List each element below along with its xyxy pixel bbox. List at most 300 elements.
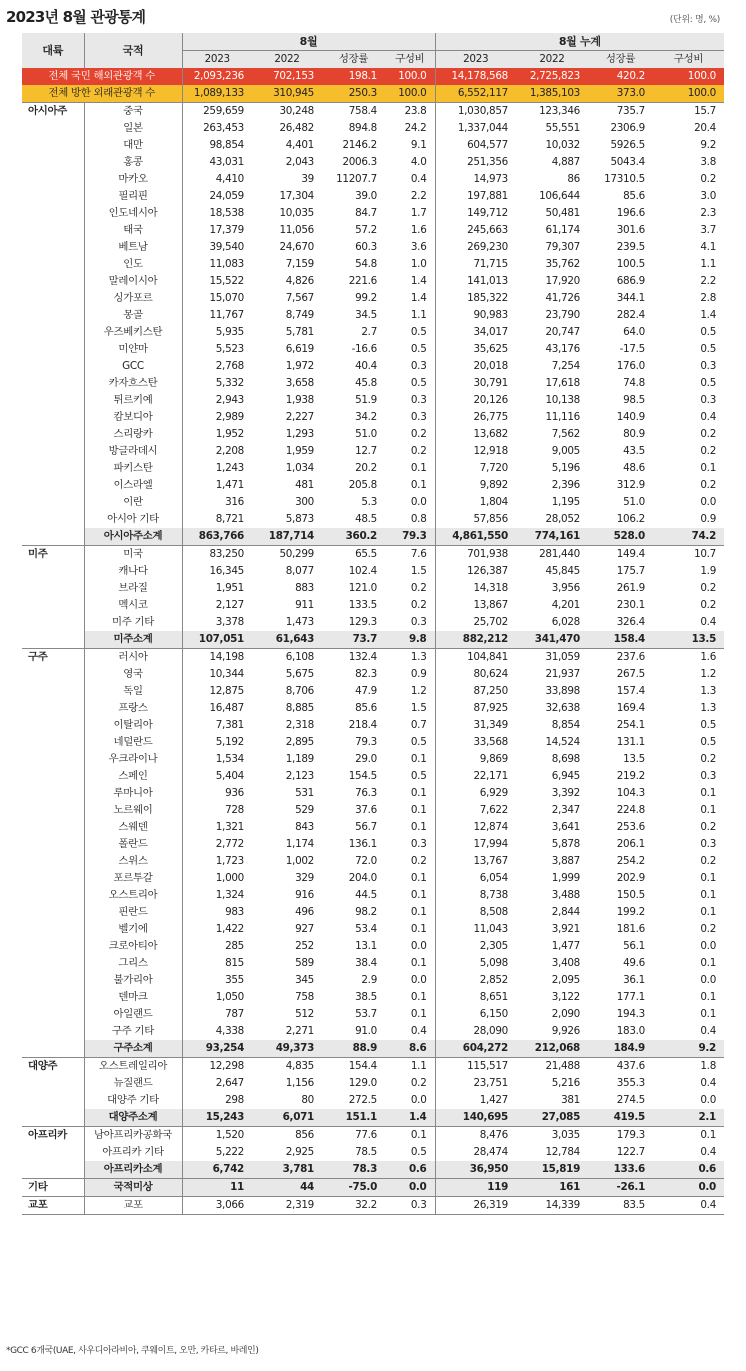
- value-cell: 0.1: [700, 872, 716, 884]
- total-value: 2,093,236: [182, 68, 252, 85]
- country-cell: 대양주소계: [84, 1109, 182, 1127]
- value-cell: 48.6: [623, 462, 645, 474]
- value-cell: 419.5: [588, 1109, 653, 1127]
- value-cell: 1.8: [653, 1058, 724, 1076]
- country-cell: 덴마크: [84, 989, 182, 1006]
- value-cell: 481: [295, 479, 314, 491]
- table-row: [22, 546, 724, 564]
- total-value: 420.2: [588, 68, 653, 85]
- value-cell: 56.1: [623, 940, 645, 952]
- country-cell: 미주 기타: [84, 614, 182, 631]
- value-cell: 82.3: [355, 668, 377, 680]
- value-cell: 28,052: [545, 513, 580, 525]
- value-cell: 0.1: [410, 753, 427, 765]
- value-cell: 1.4: [410, 275, 427, 287]
- value-cell: 23,790: [545, 309, 580, 321]
- subtotal-row: [22, 1109, 724, 1127]
- value-cell: 1,951: [182, 580, 252, 597]
- value-cell: 26,482: [279, 122, 314, 134]
- country-cell: 아일랜드: [84, 1006, 182, 1023]
- value-cell: 6,028: [551, 616, 580, 628]
- value-cell: 0.0: [653, 1179, 724, 1197]
- value-cell: 119: [435, 1179, 516, 1197]
- value-cell: 1.7: [410, 207, 427, 219]
- table-row: [22, 375, 724, 392]
- value-cell: 8.6: [385, 1040, 435, 1058]
- country-cell: 태국: [84, 222, 182, 239]
- value-cell: 78.5: [355, 1146, 377, 1158]
- value-cell: 0.2: [700, 753, 716, 765]
- value-cell: 5,332: [182, 375, 252, 392]
- value-cell: 8,698: [551, 753, 580, 765]
- value-cell: 0.2: [410, 1077, 427, 1089]
- value-cell: 1,422: [182, 921, 252, 938]
- header-cum-growth: 성장률: [588, 51, 653, 69]
- value-cell: 199.2: [616, 906, 645, 918]
- value-cell: 37.6: [355, 804, 377, 816]
- value-cell: 1,959: [285, 445, 314, 457]
- value-cell: 35,625: [435, 341, 516, 358]
- value-cell: 8,749: [285, 309, 314, 321]
- value-cell: 20,126: [435, 392, 516, 409]
- value-cell: 4.0: [410, 156, 427, 168]
- country-cell: 대만: [84, 137, 182, 154]
- country-cell: 남아프리카공화국: [84, 1127, 182, 1145]
- table-row: [22, 392, 724, 409]
- value-cell: 8,508: [435, 904, 516, 921]
- value-cell: 1,030,857: [435, 103, 516, 121]
- value-cell: 267.5: [616, 668, 645, 680]
- value-cell: 20,747: [545, 326, 580, 338]
- value-cell: 254.2: [616, 855, 645, 867]
- value-cell: 0.1: [410, 804, 427, 816]
- value-cell: 0.1: [700, 462, 716, 474]
- value-cell: 2,396: [551, 479, 580, 491]
- value-cell: 1.9: [700, 565, 716, 577]
- table-row: [22, 700, 724, 717]
- value-cell: 13,867: [435, 597, 516, 614]
- value-cell: 9,005: [551, 445, 580, 457]
- value-cell: 301.6: [616, 224, 645, 236]
- value-cell: 0.1: [410, 479, 427, 491]
- country-cell: 대양주 기타: [84, 1092, 182, 1109]
- table-row: [22, 921, 724, 938]
- value-cell: 4,835: [252, 1058, 322, 1076]
- value-cell: 4,861,550: [435, 528, 516, 546]
- value-cell: 604,577: [435, 137, 516, 154]
- value-cell: 2.8: [700, 292, 716, 304]
- value-cell: 84.7: [355, 207, 377, 219]
- value-cell: 30,791: [435, 375, 516, 392]
- value-cell: 61,643: [252, 631, 322, 649]
- value-cell: 8,854: [551, 719, 580, 731]
- table-row: [22, 120, 724, 137]
- value-cell: 8,077: [285, 565, 314, 577]
- value-cell: 79.3: [355, 736, 377, 748]
- value-cell: 0.3: [410, 838, 427, 850]
- table-row: [22, 1144, 724, 1161]
- value-cell: 0.1: [410, 821, 427, 833]
- country-cell: 카자흐스탄: [84, 375, 182, 392]
- value-cell: 2006.3: [342, 156, 377, 168]
- value-cell: 345: [295, 974, 314, 986]
- country-cell: 몽골: [84, 307, 182, 324]
- country-cell: 스페인: [84, 768, 182, 785]
- value-cell: 1,174: [285, 838, 314, 850]
- table-row: [22, 1197, 724, 1215]
- value-cell: 604,272: [435, 1040, 516, 1058]
- value-cell: 8,738: [435, 887, 516, 904]
- value-cell: 5.3: [361, 496, 377, 508]
- value-cell: 27,085: [516, 1109, 588, 1127]
- table-row: [22, 154, 724, 171]
- value-cell: 0.4: [700, 616, 716, 628]
- value-cell: 0.5: [410, 343, 427, 355]
- value-cell: 32.2: [322, 1197, 385, 1215]
- value-cell: 0.2: [410, 582, 427, 594]
- value-cell: 2.7: [361, 326, 377, 338]
- value-cell: 2,989: [182, 409, 252, 426]
- value-cell: 12.7: [355, 445, 377, 457]
- value-cell: 0.6: [653, 1161, 724, 1179]
- country-cell: 이란: [84, 494, 182, 511]
- country-cell: 벨기에: [84, 921, 182, 938]
- value-cell: 3.6: [410, 241, 427, 253]
- value-cell: 26,775: [435, 409, 516, 426]
- value-cell: 33,568: [435, 734, 516, 751]
- value-cell: 17,994: [435, 836, 516, 853]
- value-cell: 25,702: [435, 614, 516, 631]
- country-cell: GCC: [84, 358, 182, 375]
- value-cell: 206.1: [616, 838, 645, 850]
- value-cell: 154.5: [348, 770, 377, 782]
- value-cell: 21,488: [516, 1058, 588, 1076]
- value-cell: 1,471: [182, 477, 252, 494]
- value-cell: -75.0: [322, 1179, 385, 1197]
- value-cell: 3,378: [182, 614, 252, 631]
- total-value: 14,178,568: [435, 68, 516, 85]
- value-cell: 129.0: [348, 1077, 377, 1089]
- value-cell: 2,768: [182, 358, 252, 375]
- value-cell: 0.0: [410, 1094, 427, 1106]
- value-cell: 0.5: [410, 1146, 427, 1158]
- total-value: 373.0: [588, 85, 653, 103]
- value-cell: 936: [182, 785, 252, 802]
- value-cell: 11: [182, 1179, 252, 1197]
- value-cell: 204.0: [348, 872, 377, 884]
- value-cell: 43.5: [623, 445, 645, 457]
- value-cell: 133.6: [588, 1161, 653, 1179]
- value-cell: 3.0: [700, 190, 716, 202]
- value-cell: 80.9: [623, 428, 645, 440]
- continent-cell: 기타: [22, 1179, 84, 1197]
- value-cell: 177.1: [616, 991, 645, 1003]
- value-cell: 194.3: [616, 1008, 645, 1020]
- value-cell: 2,772: [182, 836, 252, 853]
- value-cell: 5,216: [551, 1077, 580, 1089]
- value-cell: 758: [295, 991, 314, 1003]
- table-body: [22, 68, 724, 1215]
- value-cell: 1,534: [182, 751, 252, 768]
- value-cell: 98,854: [182, 137, 252, 154]
- table-row: [22, 1092, 724, 1109]
- value-cell: 0.2: [410, 599, 427, 611]
- value-cell: 0.1: [410, 906, 427, 918]
- value-cell: 34.2: [355, 411, 377, 423]
- value-cell: 9.2: [700, 139, 716, 151]
- total-value: 310,945: [252, 85, 322, 103]
- table-row: [22, 273, 724, 290]
- country-cell: 인도: [84, 256, 182, 273]
- value-cell: 5,935: [182, 324, 252, 341]
- value-cell: 90,983: [435, 307, 516, 324]
- table-row: [22, 904, 724, 921]
- value-cell: 728: [182, 802, 252, 819]
- table-row: [22, 938, 724, 955]
- table-row: [22, 460, 724, 477]
- total-value: 2,725,823: [516, 68, 588, 85]
- value-cell: 0.4: [700, 1146, 716, 1158]
- value-cell: 106.2: [616, 513, 645, 525]
- value-cell: 93,254: [182, 1040, 252, 1058]
- value-cell: 0.2: [700, 428, 716, 440]
- value-cell: 202.9: [616, 872, 645, 884]
- header-cum-share: 구성비: [653, 51, 724, 69]
- value-cell: 341,470: [516, 631, 588, 649]
- value-cell: 13.1: [355, 940, 377, 952]
- value-cell: 33,898: [545, 685, 580, 697]
- value-cell: 9,869: [435, 751, 516, 768]
- value-cell: 2,208: [182, 443, 252, 460]
- country-cell: 포르투갈: [84, 870, 182, 887]
- value-cell: 129.3: [348, 616, 377, 628]
- country-cell: 구주 기타: [84, 1023, 182, 1040]
- value-cell: 3.8: [700, 156, 716, 168]
- value-cell: 6,945: [551, 770, 580, 782]
- value-cell: 512: [295, 1008, 314, 1020]
- value-cell: 185,322: [435, 290, 516, 307]
- total-value: 100.0: [385, 68, 435, 85]
- value-cell: 45,845: [545, 565, 580, 577]
- value-cell: 212,068: [516, 1040, 588, 1058]
- country-cell: 아시아 기타: [84, 511, 182, 528]
- value-cell: 133.5: [348, 599, 377, 611]
- value-cell: 245,663: [435, 222, 516, 239]
- value-cell: 17,618: [545, 377, 580, 389]
- country-cell: 우크라이나: [84, 751, 182, 768]
- country-cell: 튀르키예: [84, 392, 182, 409]
- value-cell: 1.4: [700, 309, 716, 321]
- value-cell: 1,804: [435, 494, 516, 511]
- value-cell: 1,050: [182, 989, 252, 1006]
- value-cell: 6,108: [252, 649, 322, 667]
- value-cell: 0.2: [410, 855, 427, 867]
- value-cell: 0.5: [410, 736, 427, 748]
- value-cell: 80: [301, 1094, 314, 1106]
- value-cell: 5,222: [182, 1144, 252, 1161]
- value-cell: 863,766: [182, 528, 252, 546]
- value-cell: 23,751: [435, 1075, 516, 1092]
- value-cell: 0.1: [410, 787, 427, 799]
- value-cell: 360.2: [322, 528, 385, 546]
- subtotal-row: [22, 528, 724, 546]
- value-cell: 151.1: [322, 1109, 385, 1127]
- value-cell: 30,248: [252, 103, 322, 121]
- total-value: 198.1: [322, 68, 385, 85]
- table-row: [22, 649, 724, 667]
- table-row: [22, 734, 724, 751]
- table-row: [22, 989, 724, 1006]
- country-cell: 아프리카소계: [84, 1161, 182, 1179]
- value-cell: 355.3: [616, 1077, 645, 1089]
- value-cell: 0.3: [700, 838, 716, 850]
- value-cell: 1,034: [285, 462, 314, 474]
- country-cell: 홍콩: [84, 154, 182, 171]
- value-cell: 2,227: [285, 411, 314, 423]
- value-cell: 5,523: [182, 341, 252, 358]
- continent-cell: 구주: [22, 649, 84, 1058]
- value-cell: 40.4: [355, 360, 377, 372]
- value-cell: 14,198: [182, 649, 252, 667]
- value-cell: 5043.4: [610, 156, 645, 168]
- value-cell: 20.2: [355, 462, 377, 474]
- value-cell: 224.8: [616, 804, 645, 816]
- value-cell: 11,056: [279, 224, 314, 236]
- total-value: 1,385,103: [516, 85, 588, 103]
- value-cell: 10,032: [545, 139, 580, 151]
- continent-cell: 교포: [22, 1197, 84, 1215]
- table-row: [22, 563, 724, 580]
- value-cell: 230.1: [616, 599, 645, 611]
- value-cell: 0.3: [700, 394, 716, 406]
- value-cell: 1.1: [410, 309, 427, 321]
- value-cell: 7,159: [285, 258, 314, 270]
- value-cell: 4,887: [551, 156, 580, 168]
- value-cell: 7,622: [435, 802, 516, 819]
- total-value: 702,153: [252, 68, 322, 85]
- value-cell: 774,161: [516, 528, 588, 546]
- value-cell: 355: [182, 972, 252, 989]
- country-cell: 루마니아: [84, 785, 182, 802]
- table-row: [22, 614, 724, 631]
- country-cell: 교포: [84, 1197, 182, 1215]
- table-row: [22, 477, 724, 494]
- value-cell: 0.5: [700, 343, 716, 355]
- value-cell: 131.1: [616, 736, 645, 748]
- value-cell: 71,715: [435, 256, 516, 273]
- value-cell: 15,070: [182, 290, 252, 307]
- value-cell: 0.4: [700, 1077, 716, 1089]
- value-cell: 3,122: [551, 991, 580, 1003]
- value-cell: 528.0: [588, 528, 653, 546]
- value-cell: 1.6: [653, 649, 724, 667]
- value-cell: 0.2: [700, 173, 716, 185]
- value-cell: 894.8: [348, 122, 377, 134]
- country-cell: 뉴질랜드: [84, 1075, 182, 1092]
- value-cell: 23.8: [385, 103, 435, 121]
- value-cell: 1.3: [700, 685, 716, 697]
- value-cell: 381: [561, 1094, 580, 1106]
- value-cell: 0.4: [410, 173, 427, 185]
- subtotal-row: [22, 1161, 724, 1179]
- value-cell: 197,881: [435, 188, 516, 205]
- value-cell: 3,641: [551, 821, 580, 833]
- value-cell: 0.4: [653, 1197, 724, 1215]
- value-cell: 9.2: [653, 1040, 724, 1058]
- value-cell: 18,538: [182, 205, 252, 222]
- value-cell: 57.2: [355, 224, 377, 236]
- total-value: 1,089,133: [182, 85, 252, 103]
- value-cell: 45.8: [355, 377, 377, 389]
- value-cell: 149,712: [435, 205, 516, 222]
- value-cell: 0.4: [410, 1025, 427, 1037]
- country-cell: 프랑스: [84, 700, 182, 717]
- table-row: [22, 1023, 724, 1040]
- table-row: [22, 1127, 724, 1145]
- country-cell: 독일: [84, 683, 182, 700]
- table-row: [22, 972, 724, 989]
- value-cell: 74.2: [653, 528, 724, 546]
- value-cell: 12,298: [182, 1058, 252, 1076]
- country-cell: 필리핀: [84, 188, 182, 205]
- value-cell: 0.3: [700, 770, 716, 782]
- value-cell: 187,714: [252, 528, 322, 546]
- value-cell: 1.3: [385, 649, 435, 667]
- value-cell: 0.5: [700, 326, 716, 338]
- value-cell: 34,017: [435, 324, 516, 341]
- value-cell: 14,339: [516, 1197, 588, 1215]
- subtotal-row: [22, 1040, 724, 1058]
- value-cell: 140,695: [435, 1109, 516, 1127]
- header-cum-2023: 2023: [435, 51, 516, 69]
- value-cell: 1,972: [285, 360, 314, 372]
- value-cell: 1,195: [551, 496, 580, 508]
- value-cell: 54.8: [355, 258, 377, 270]
- value-cell: 65.5: [322, 546, 385, 564]
- value-cell: 0.5: [410, 326, 427, 338]
- value-cell: 6,619: [285, 343, 314, 355]
- value-cell: 17310.5: [604, 173, 645, 185]
- value-cell: 0.2: [700, 445, 716, 457]
- country-cell: 캐나다: [84, 563, 182, 580]
- table-row: [22, 137, 724, 154]
- value-cell: 1,293: [285, 428, 314, 440]
- value-cell: 0.9: [700, 513, 716, 525]
- value-cell: 531: [295, 787, 314, 799]
- value-cell: 1,189: [285, 753, 314, 765]
- table-row: [22, 853, 724, 870]
- value-cell: 1.6: [410, 224, 427, 236]
- value-cell: 1.5: [410, 702, 427, 714]
- value-cell: 11,083: [182, 256, 252, 273]
- value-cell: 8,885: [285, 702, 314, 714]
- value-cell: 64.0: [623, 326, 645, 338]
- value-cell: 261.9: [616, 582, 645, 594]
- value-cell: 1,156: [285, 1077, 314, 1089]
- value-cell: 9.8: [385, 631, 435, 649]
- value-cell: 11207.7: [336, 173, 377, 185]
- value-cell: 0.1: [653, 1127, 724, 1145]
- value-cell: 2,127: [182, 597, 252, 614]
- total-value: 100.0: [653, 85, 724, 103]
- value-cell: 24.2: [404, 122, 427, 134]
- value-cell: 219.2: [616, 770, 645, 782]
- value-cell: 1,002: [285, 855, 314, 867]
- header-august: 8월: [182, 33, 435, 51]
- value-cell: 158.4: [588, 631, 653, 649]
- value-cell: 1,427: [435, 1092, 516, 1109]
- value-cell: 50,299: [252, 546, 322, 564]
